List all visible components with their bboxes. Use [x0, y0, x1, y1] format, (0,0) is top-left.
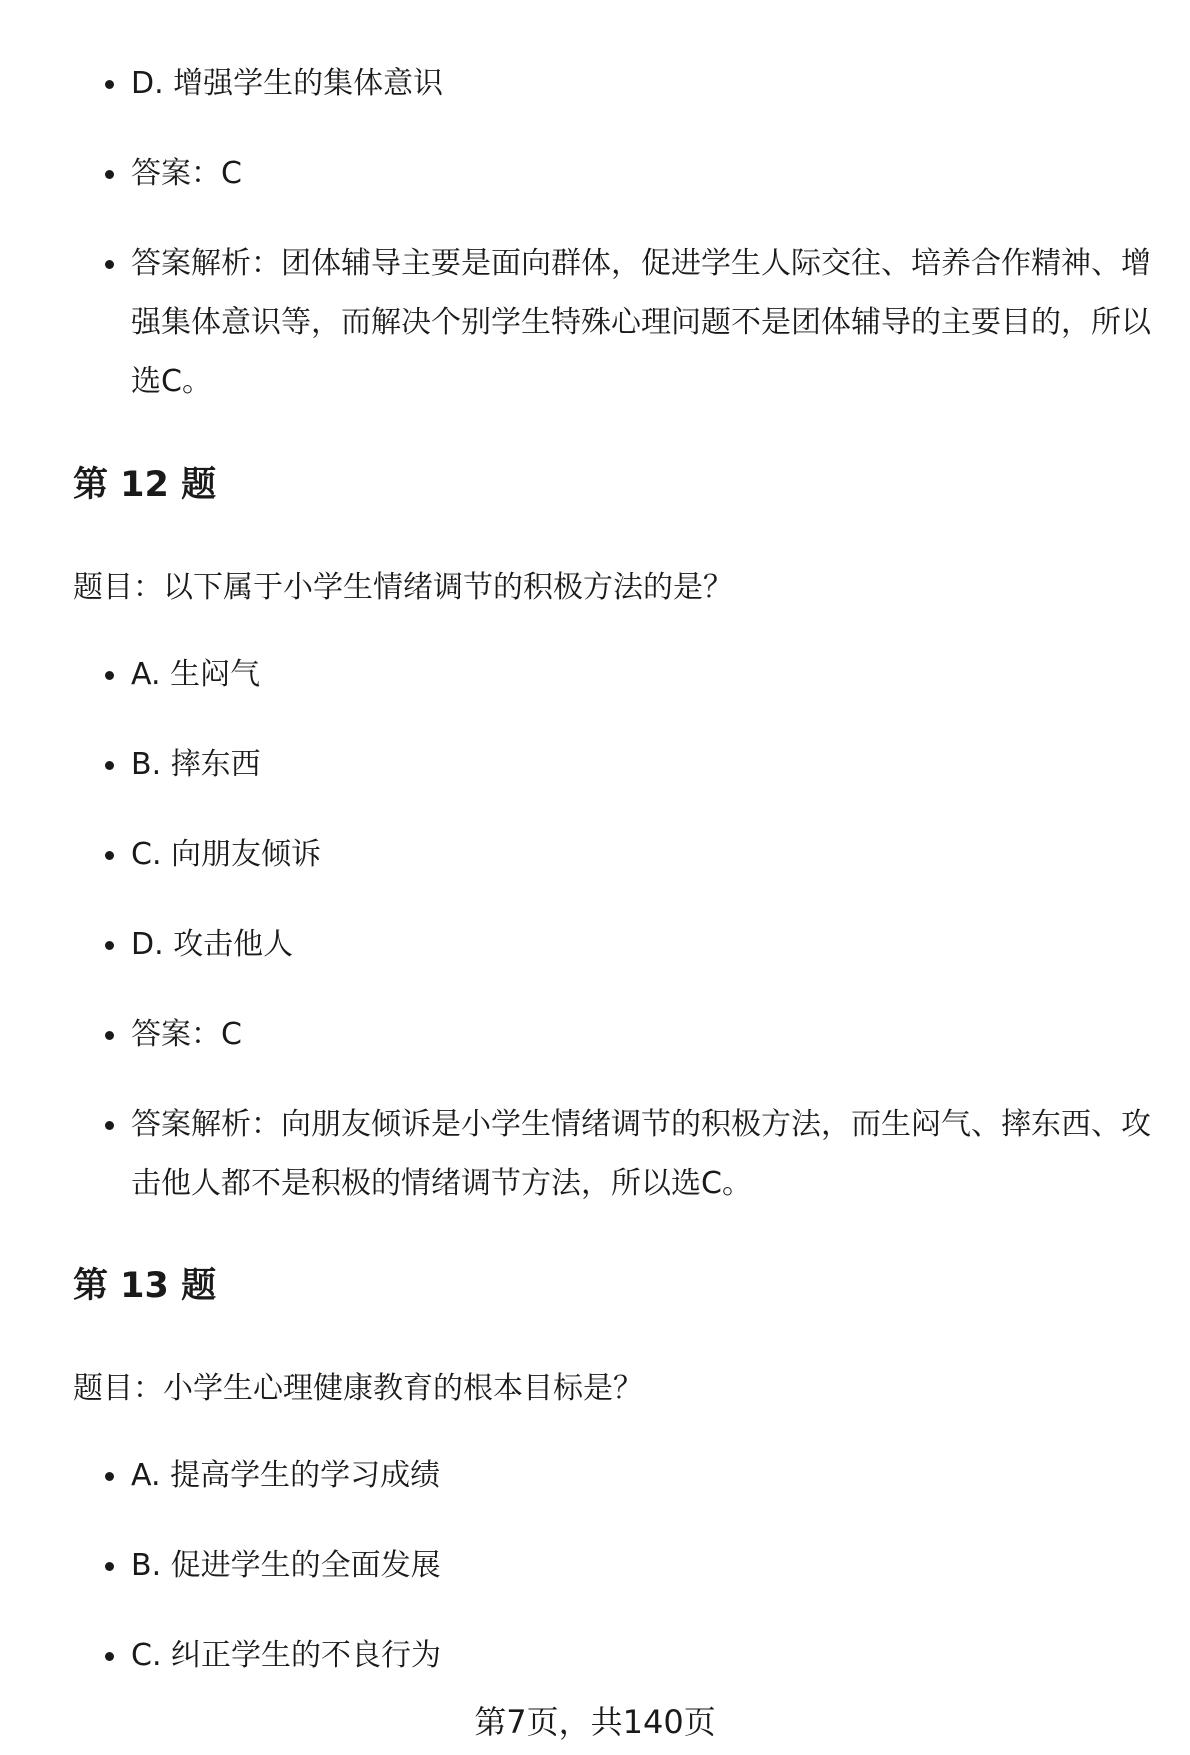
- option-text: D. 增强学生的集体意识: [131, 66, 444, 101]
- list-item-q13-option-b: [101, 1536, 1161, 1595]
- page-number: 第7页，共140页: [474, 1703, 716, 1741]
- analysis-text: 答案解析：团体辅导主要是面向群体，促进学生人际交往、培养合作精神、增强集体意识等，而解决个别学生特殊心理问题不是团体辅导的主要目的，所以选C。: [131, 246, 1151, 399]
- option-text: A. 生闷气: [131, 657, 261, 692]
- option-text: B. 摔东西: [131, 747, 261, 782]
- question-13-heading: 第 13 题: [73, 1266, 217, 1306]
- list-item-q13-option-a: [101, 1446, 1161, 1505]
- list-item-q12-analysis: [101, 1095, 1161, 1213]
- question-13-stem: 题目：小学生心理健康教育的根本目标是？: [73, 1371, 643, 1406]
- analysis-text: 答案解析：向朋友倾诉是小学生情绪调节的积极方法，而生闷气、摔东西、攻击他人都不是积极的情绪调节方法，所以选C。: [131, 1107, 1151, 1201]
- option-text: D. 攻击他人: [131, 927, 294, 962]
- list-item-q12-answer: [101, 1005, 1161, 1064]
- list-item-q12-option-c: [101, 825, 1161, 884]
- answer-text: 答案：C: [131, 1017, 242, 1052]
- list-item-q12-option-a: [101, 645, 1161, 704]
- list-item-q12-option-d: [101, 915, 1161, 974]
- question-12-stem: 题目：以下属于小学生情绪调节的积极方法的是？: [73, 570, 733, 605]
- option-text: A. 提高学生的学习成绩: [131, 1458, 441, 1493]
- option-text: C. 纠正学生的不良行为: [131, 1638, 442, 1673]
- list-item-q11-answer: [101, 144, 1161, 203]
- list-item-q13-option-c: [101, 1626, 1161, 1685]
- option-text: B. 促进学生的全面发展: [131, 1548, 441, 1583]
- list-item-q11-analysis: [101, 234, 1161, 411]
- list-item-q11-option-d: [101, 54, 1161, 113]
- option-text: C. 向朋友倾诉: [131, 837, 322, 872]
- question-12-heading: 第 12 题: [73, 465, 217, 505]
- answer-text: 答案：C: [131, 156, 242, 191]
- list-item-q12-option-b: [101, 735, 1161, 794]
